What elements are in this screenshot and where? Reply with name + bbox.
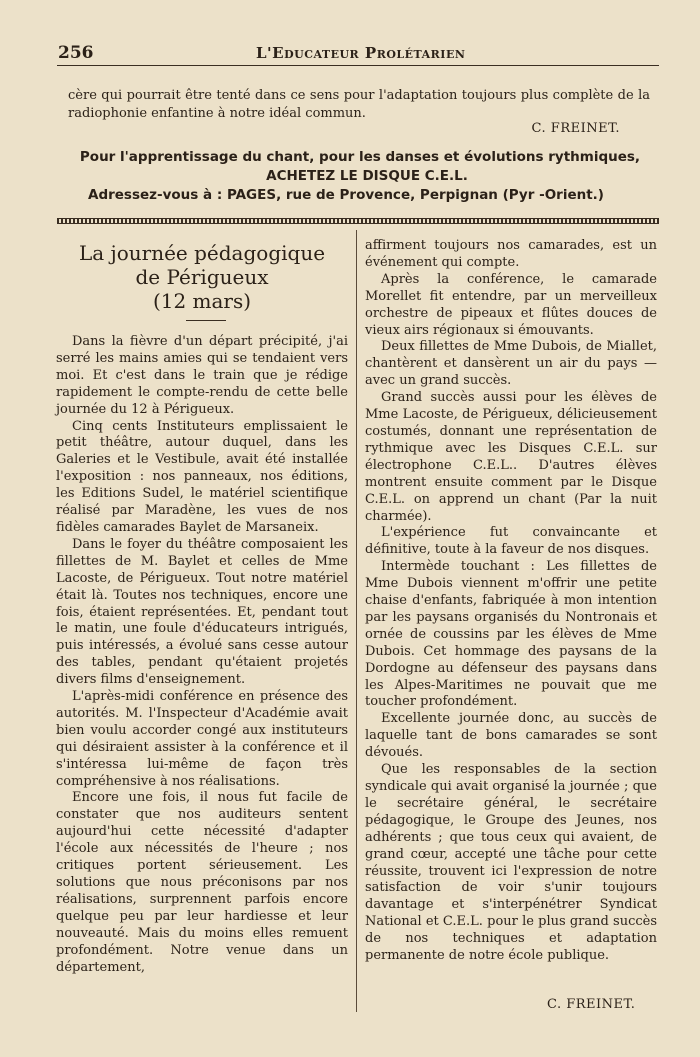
page-number: 256 (58, 43, 94, 63)
article-title-line: de Périgueux (135, 265, 269, 289)
paragraph: Que les responsables de la section syndicale qui avait organisé la journée ; que le secrétaire général, le secrétaire pédagogique, le Groupe des Jeunes, nos adhérents ; que tous ceux qui avaient, de grand cœur, accepté une tâche pour cette réussite, trouvent ici l'expression de notre satisfaction de voir s'unir toujours davantage et s'interpénétrer Syndicat National et C.E.L. pour le plus grand succès de nos techniques et adaptation permanente de notre école publique. (365, 762, 657, 964)
paragraph: L'expérience fut convaincante et définitive, toute à la faveur de nos disques. (365, 525, 657, 558)
paragraph: Intermède touchant : Les fillettes de Mme Dubois viennent m'offrir une petite chaise d'enfants, fabriquée à mon intention par les paysans organisés du Nontronais et ornée de coussins par les élèves de Mme Dubois. Cet hommage des paysans de la Dordogne au défenseur des paysans dans les Alpes-Maritimes ne pouvait que me toucher profondément. (365, 559, 657, 710)
continued-paragraph-text: cère qui pourrait être tenté dans ce sens pour l'adaptation toujours plus complète de la radiophonie enfantine à notre idéal commun. (68, 88, 650, 121)
title-rule (186, 320, 226, 321)
paragraph: L'après-midi conférence en présence des autorités. M. l'Inspecteur d'Académie avait bien voulu accorder congé aux instituteurs qui désiraient assister à la conférence et il s'intéressa lui-même de façon très compréhensive à nos réalisations. (56, 689, 348, 789)
column-divider (356, 230, 357, 1012)
article-title (56, 241, 348, 313)
paragraph: Encore une fois, il nous fut facile de constater que nos auditeurs sentent aujourd'hui cette nécessité d'adapter l'école aux nécessités de l'heure ; nos critiques portent sérieusement. Les solutions que nous préconisons par nos réalisations, surprennent parfois encore quelque peu par leur hardiesse et leur nouveauté. Mais du moins elles remuent profondément. Notre venue dans un département, (56, 790, 348, 975)
header-rule (57, 65, 659, 66)
paragraph: affirment toujours nos camarades, est un événement qui compte. (365, 238, 657, 270)
article-title-line: (12 mars) (152, 289, 252, 313)
paragraph: Dans la fièvre d'un départ précipité, j'ai serré les mains amies qui se tendaient vers moi. Et c'est dans le train que je rédige rapidement le compte-rendu de cette belle journée du 12 à Périgueux. (56, 334, 348, 417)
notice-line-1: Pour l'apprentissage du chant, pour les danses et évolutions rythmiques, (79, 149, 641, 165)
paragraph: Deux fillettes de Mme Dubois, de Miallet, chantèrent et dansèrent un air du pays — avec un grand succès. (365, 339, 657, 389)
paragraph: Excellente journée donc, au succès de laquelle tant de bons camarades se sont dévoués. (365, 711, 657, 761)
paragraph: Grand succès aussi pour les élèves de Mme Lacoste, de Périgueux, délicieusement costumés, donnant une représentation de rythmique avec les Disques C.E.L. sur électrophone C.E.L.. D'autres élèves montrent ensuite comment par le Disque C.E.L. on apprend un chant (Par la nuit charmée). (365, 390, 657, 524)
left-column (56, 334, 348, 976)
notice-line-2: ACHETEZ LE DISQUE C.E.L. (266, 168, 468, 184)
top-signature: C. FREINET. (531, 121, 620, 136)
right-column (365, 238, 657, 965)
decorative-rule (57, 218, 659, 224)
article-signature: C. FREINET. (547, 997, 636, 1012)
notice-line-3: Adressez-vous à : PAGES, rue de Provence, Perpignan (Pyr -Orient.) (88, 187, 604, 203)
continued-paragraph (68, 87, 650, 123)
paragraph: Cinq cents Instituteurs emplissaient le petit théâtre, autour duquel, dans les Galeries et le Vestibule, avait été installée l'exposition : nos panneaux, nos éditions, les Editions Sudel, le matériel scientifique réalisé par Maradène, les vues de nos fidèles camarades Baylet de Marsaneix. (56, 418, 348, 535)
advertisement-notice (60, 148, 660, 205)
article-title-line: La journée pédagogique (78, 241, 326, 265)
running-head: L'Educateur Prolétarien (256, 44, 466, 62)
paragraph: Après la conférence, le camarade Morellet fit entendre, par un merveilleux orchestre de pipeaux et flûtes douces de vieux airs régionaux si émouvants. (365, 271, 657, 338)
paragraph: Dans le foyer du théâtre composaient les fillettes de M. Baylet et celles de Mme Lacoste, de Périgueux. Tout notre matériel était là. Toutes nos techniques, encore une fois, étaient représentées. Et, pendant tout le matin, une foule d'éducateurs intrigués, puis intéressés, a évolué sans cesse autour des tables, pendant qu'étaient projetés divers films d'enseignement. (56, 536, 348, 688)
